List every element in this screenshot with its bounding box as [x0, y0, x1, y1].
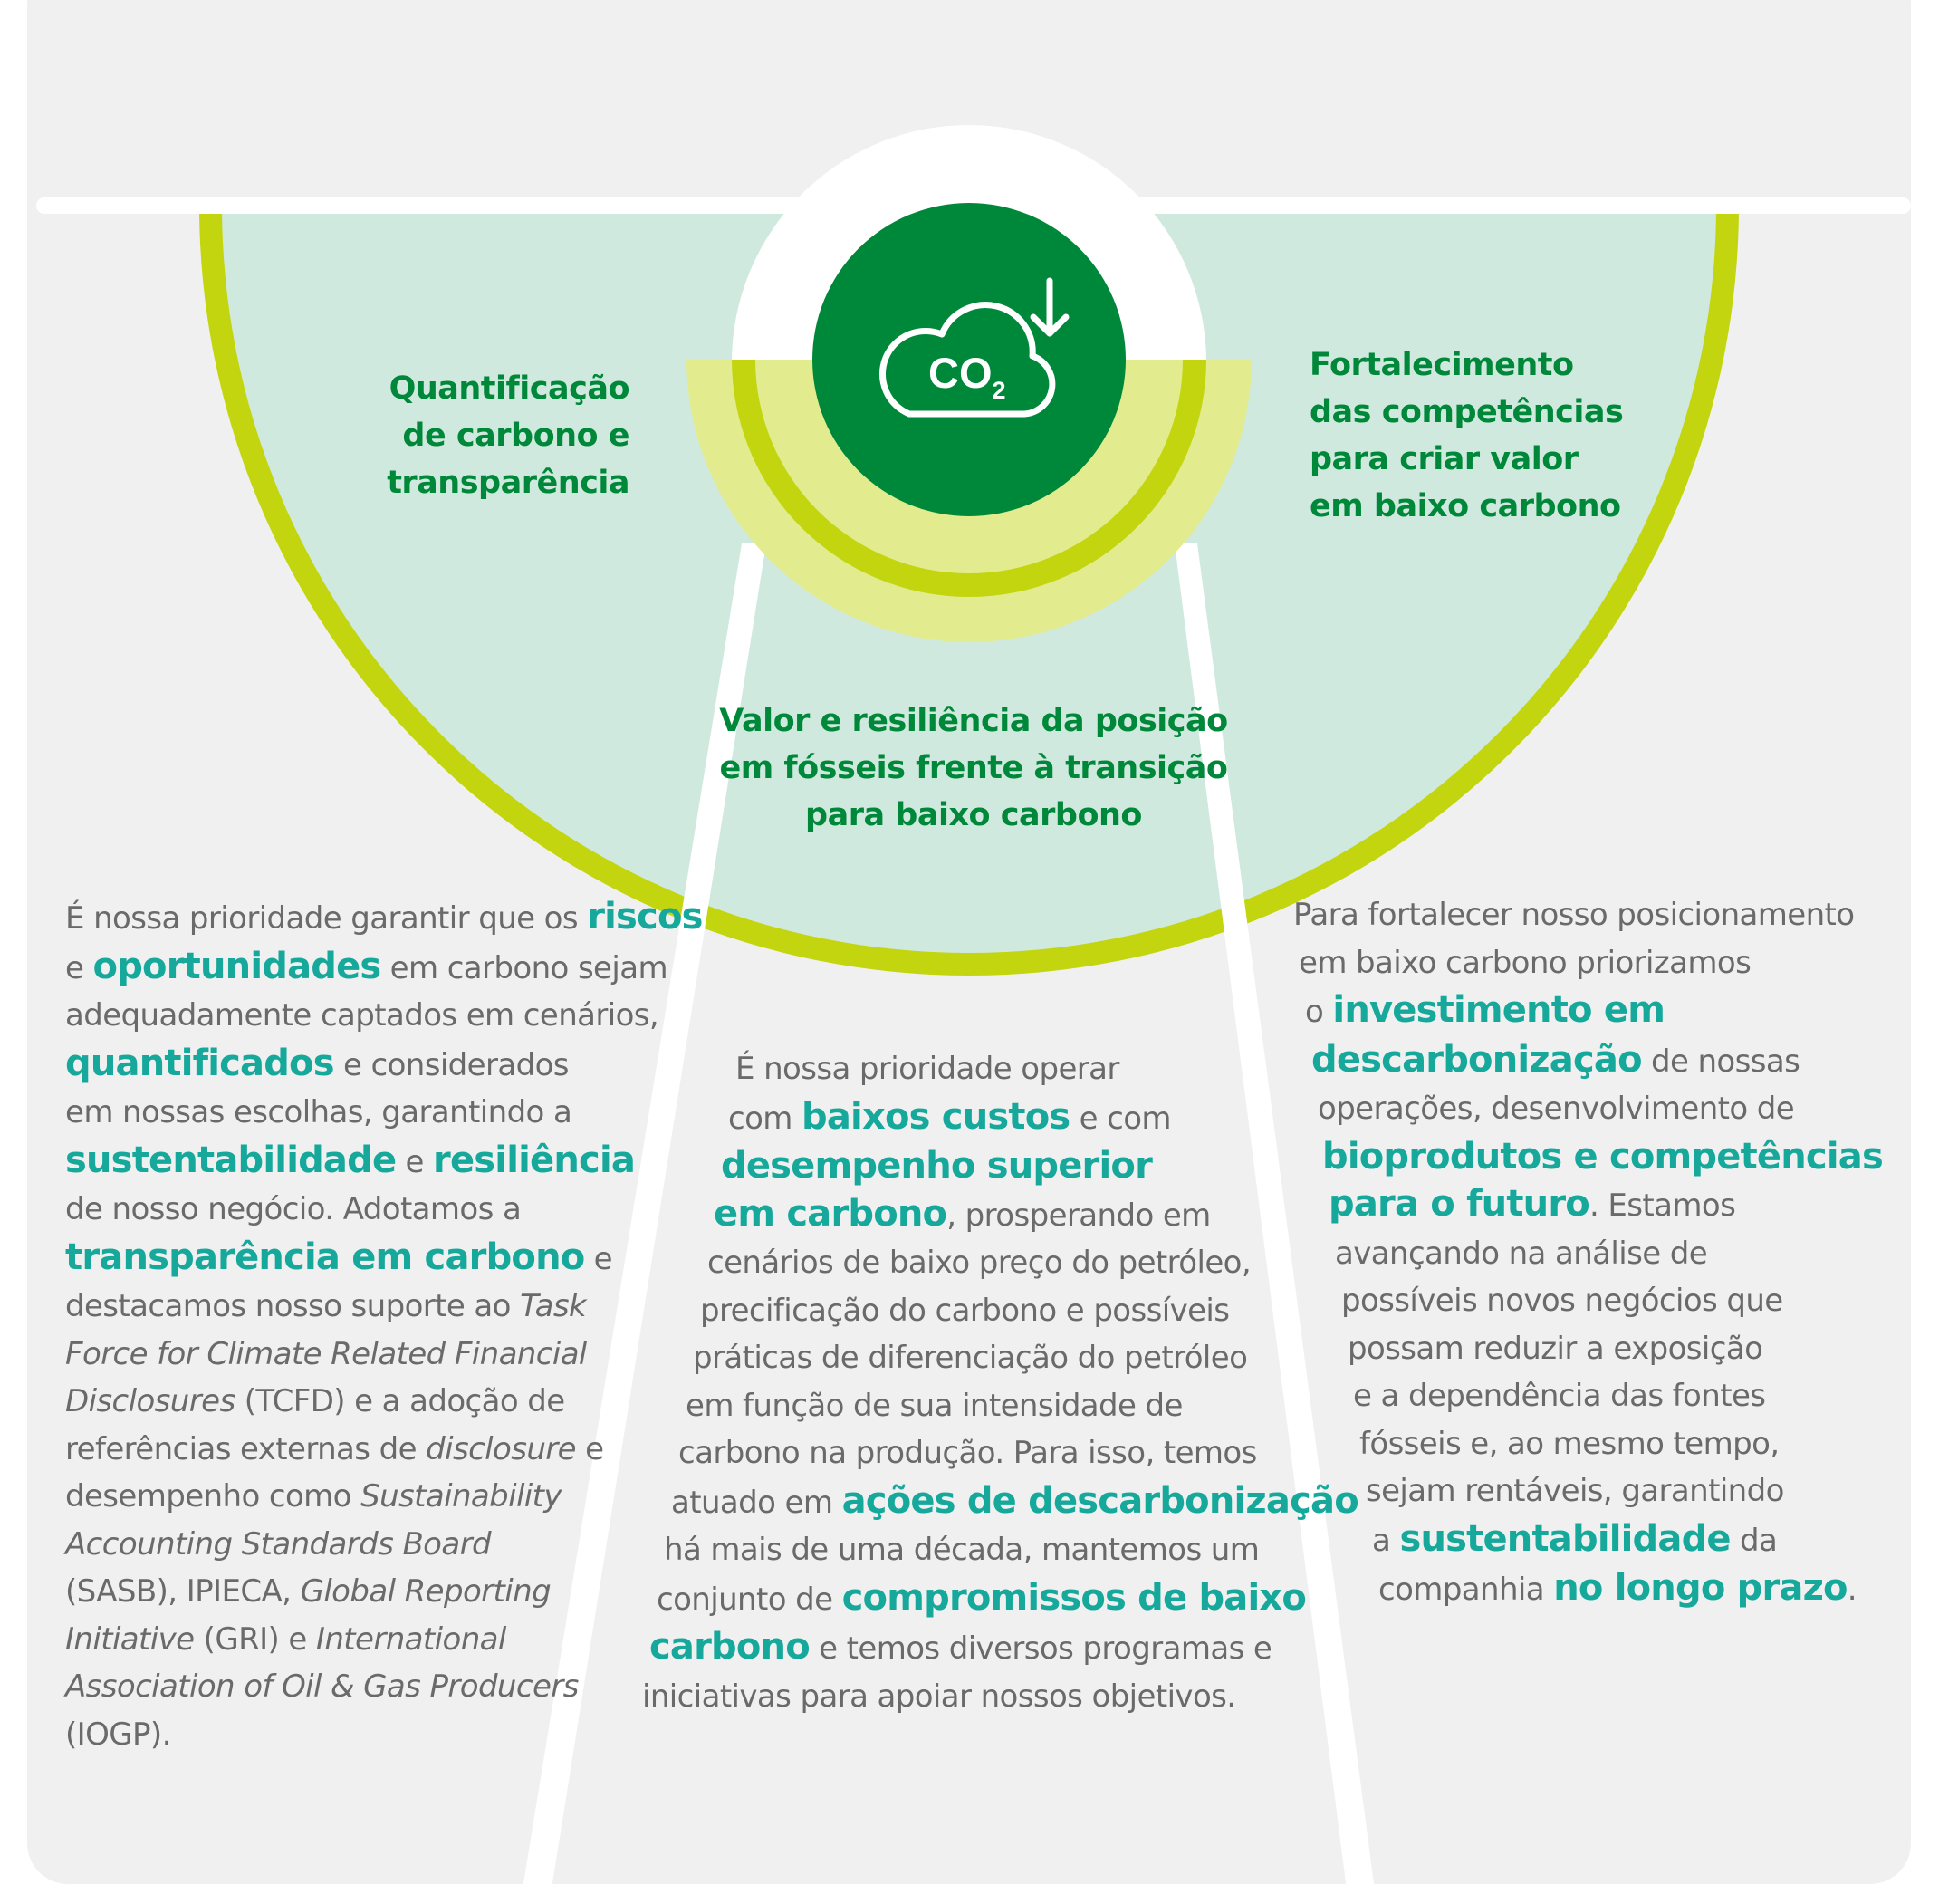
- text-line: [0, 1036, 1883, 1086]
- text-line: de nosso negócio. Adotamos a: [65, 1191, 522, 1227]
- text: com: [728, 1100, 802, 1137]
- highlight: em carbono: [714, 1192, 947, 1235]
- text-line: há mais de uma década, mantemos um: [664, 1532, 1260, 1568]
- text: .: [1847, 1572, 1857, 1608]
- text-line: avançando na análise de: [1335, 1235, 1708, 1272]
- text: e: [396, 1143, 434, 1180]
- text-line: [0, 1620, 1358, 1673]
- text: e: [584, 1240, 612, 1277]
- highlight: transparência em carbono: [65, 1236, 585, 1278]
- text-line: [0, 986, 1883, 1036]
- text: (TCFD) e a adoção de: [235, 1383, 565, 1419]
- text-line: iniciativas para apoiar nossos objetivos.: [642, 1678, 1236, 1715]
- highlight: resiliência: [433, 1139, 636, 1181]
- text: É nossa prioridade garantir que os: [65, 900, 588, 937]
- highlight: carbono: [649, 1626, 810, 1668]
- text: (SASB), IPIECA,: [65, 1573, 301, 1610]
- text-line: operações, desenvolvimento de: [1318, 1091, 1795, 1127]
- highlight: no longo prazo: [1553, 1567, 1848, 1609]
- text: em carbono sejam: [380, 949, 667, 986]
- text-line: Accounting Standards Board: [65, 1525, 491, 1563]
- text-line: possam reduzir a exposição: [1348, 1330, 1763, 1367]
- italic-text: Initiative: [65, 1620, 195, 1658]
- text-line: cenários de baixo preço do petróleo,: [707, 1245, 1252, 1281]
- italic-text: Sustainability: [360, 1478, 562, 1515]
- label-line: em fósseis frente à transição: [719, 750, 1228, 786]
- text-line: Association of Oil & Gas Producers: [65, 1668, 579, 1705]
- label-line: em baixo carbono: [1310, 488, 1621, 524]
- text: atuado em: [671, 1484, 842, 1521]
- italic-text: disclosure: [426, 1430, 576, 1467]
- text-line: [0, 1515, 1883, 1565]
- highlight: quantificados: [65, 1042, 334, 1084]
- text-line: [0, 1180, 1883, 1230]
- highlight: investimento em: [1332, 989, 1665, 1031]
- text: desempenho como: [65, 1478, 361, 1515]
- text-line: precificação do carbono e possíveis: [700, 1292, 1230, 1329]
- text-line: sejam rentáveis, garantindo: [1366, 1473, 1784, 1509]
- label-fossil-resilience: [715, 697, 1232, 839]
- highlight: baixos custos: [802, 1095, 1070, 1138]
- highlight: sustentabilidade: [1399, 1517, 1731, 1560]
- co2-text: $CO_2$: [928, 349, 1006, 404]
- text-line: [0, 1564, 1883, 1614]
- label-line: das competências: [1310, 394, 1624, 430]
- text: a: [1372, 1522, 1400, 1559]
- highlight: para o futuro: [1329, 1183, 1589, 1225]
- text: e com: [1070, 1100, 1171, 1137]
- text-line: em nossas escolhas, garantindo a: [65, 1094, 572, 1130]
- highlight: sustentabilidade: [65, 1139, 397, 1181]
- text-line: (IOGP).: [65, 1716, 171, 1753]
- text-line: fósseis e, ao mesmo tempo,: [1359, 1425, 1780, 1462]
- text: referências externas de: [65, 1430, 427, 1467]
- label-carbon-quantification: [299, 365, 629, 506]
- label-competencies: [1310, 341, 1690, 530]
- label-line: para criar valor: [1310, 441, 1579, 477]
- highlight: oportunidades: [92, 945, 381, 987]
- text-line: É nossa prioridade operar: [735, 1051, 1119, 1087]
- text: destacamos nosso suporte ao: [65, 1288, 521, 1324]
- label-line: de carbono e: [402, 418, 629, 454]
- text-line: em baixo carbono priorizamos: [1299, 944, 1752, 981]
- text-line: Force for Climate Related Financial: [65, 1335, 587, 1372]
- highlight: riscos: [587, 896, 703, 938]
- text: (GRI) e: [194, 1620, 316, 1658]
- label-line: Valor e resiliência da posição: [719, 703, 1228, 739]
- text: companhia: [1378, 1572, 1554, 1608]
- italic-text: Global Reporting: [300, 1573, 552, 1610]
- text: o: [1305, 994, 1333, 1030]
- highlight: ações de descarbonização: [841, 1479, 1358, 1522]
- text-line: possíveis novos negócios que: [1341, 1283, 1783, 1319]
- italic-text: Disclosures: [65, 1383, 235, 1419]
- label-line: transparência: [387, 465, 629, 501]
- text-line: práticas de diferenciação do petróleo: [693, 1340, 1248, 1376]
- label-line: Fortalecimento: [1310, 347, 1574, 383]
- text-line: e a dependência das fontes: [1353, 1378, 1766, 1414]
- label-line: para baixo carbono: [805, 797, 1142, 833]
- italic-text: International: [315, 1620, 506, 1658]
- text-line: desempenho superior: [721, 1145, 1152, 1187]
- text: . Estamos: [1589, 1188, 1736, 1224]
- text: e: [65, 949, 93, 986]
- text: da: [1730, 1522, 1778, 1559]
- text: conjunto de: [657, 1581, 842, 1618]
- text: de nossas: [1641, 1043, 1800, 1080]
- text: , prosperando em: [946, 1197, 1211, 1234]
- text-line: carbono na produção. Para isso, temos: [678, 1435, 1257, 1471]
- highlight: descarbonização: [1311, 1038, 1642, 1081]
- text: e temos diversos programas e: [809, 1630, 1272, 1667]
- italic-text: Task: [520, 1288, 587, 1324]
- highlight: compromissos de baixo: [841, 1576, 1307, 1619]
- label-line: Quantificação: [389, 370, 629, 407]
- text-line: Para fortalecer nosso posicionamento: [1293, 897, 1855, 933]
- right-paragraph: [0, 891, 1883, 1614]
- text: e considerados: [333, 1046, 569, 1083]
- text: e: [575, 1430, 604, 1467]
- text-line: bioprodutos e competências: [1322, 1135, 1883, 1178]
- text-line: em função de sua intensidade de: [686, 1387, 1183, 1424]
- text-line: adequadamente captados em cenários,: [65, 997, 659, 1034]
